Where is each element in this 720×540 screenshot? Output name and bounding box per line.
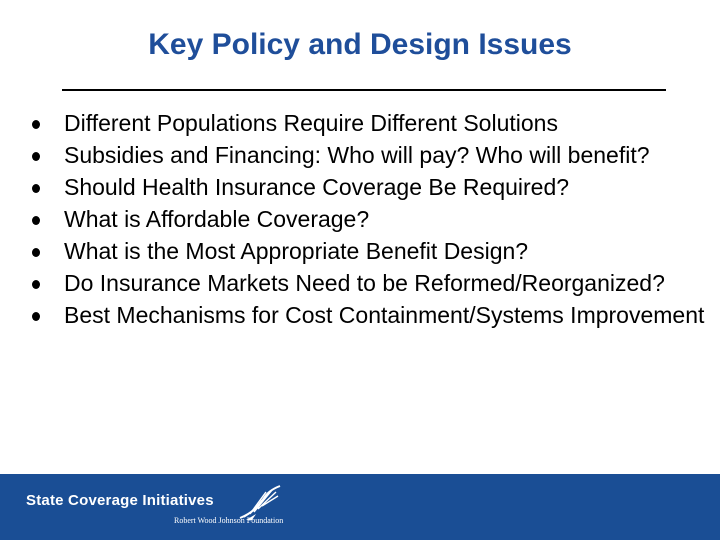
bullet-dot-icon — [32, 184, 40, 193]
bullet-item — [30, 206, 710, 232]
footer-banner — [0, 474, 720, 540]
bullet-text: What is Affordable Coverage? — [64, 206, 370, 232]
bullet-item — [30, 142, 710, 168]
bullet-item — [30, 110, 710, 136]
footer-foundation: Robert Wood Johnson Foundation — [174, 516, 284, 525]
bullet-list — [30, 110, 710, 334]
bullet-item — [30, 174, 710, 200]
bullet-text: Best Mechanisms for Cost Containment/Systems Improvement — [64, 302, 705, 328]
bullet-text: Do Insurance Markets Need to be Reformed/Reorganized? — [64, 270, 665, 296]
bullet-text: Different Populations Require Different Solutions — [64, 110, 558, 136]
bullet-item — [30, 238, 710, 264]
title-divider — [62, 89, 666, 91]
bullet-text: Subsidies and Financing: Who will pay? Who will benefit? — [64, 142, 650, 168]
bullet-dot-icon — [32, 120, 40, 129]
bullet-text: What is the Most Appropriate Benefit Design? — [64, 238, 529, 264]
bullet-item — [30, 270, 710, 296]
bullet-item — [30, 302, 710, 328]
bullet-dot-icon — [32, 216, 40, 225]
slide-title: Key Policy and Design Issues — [148, 28, 572, 61]
bullet-dot-icon — [32, 152, 40, 161]
bullet-text: Should Health Insurance Coverage Be Required? — [64, 174, 570, 200]
bullet-dot-icon — [32, 248, 40, 257]
footer-brand: State Coverage Initiatives — [26, 492, 214, 509]
bullet-dot-icon — [32, 280, 40, 289]
bullet-dot-icon — [32, 312, 40, 321]
